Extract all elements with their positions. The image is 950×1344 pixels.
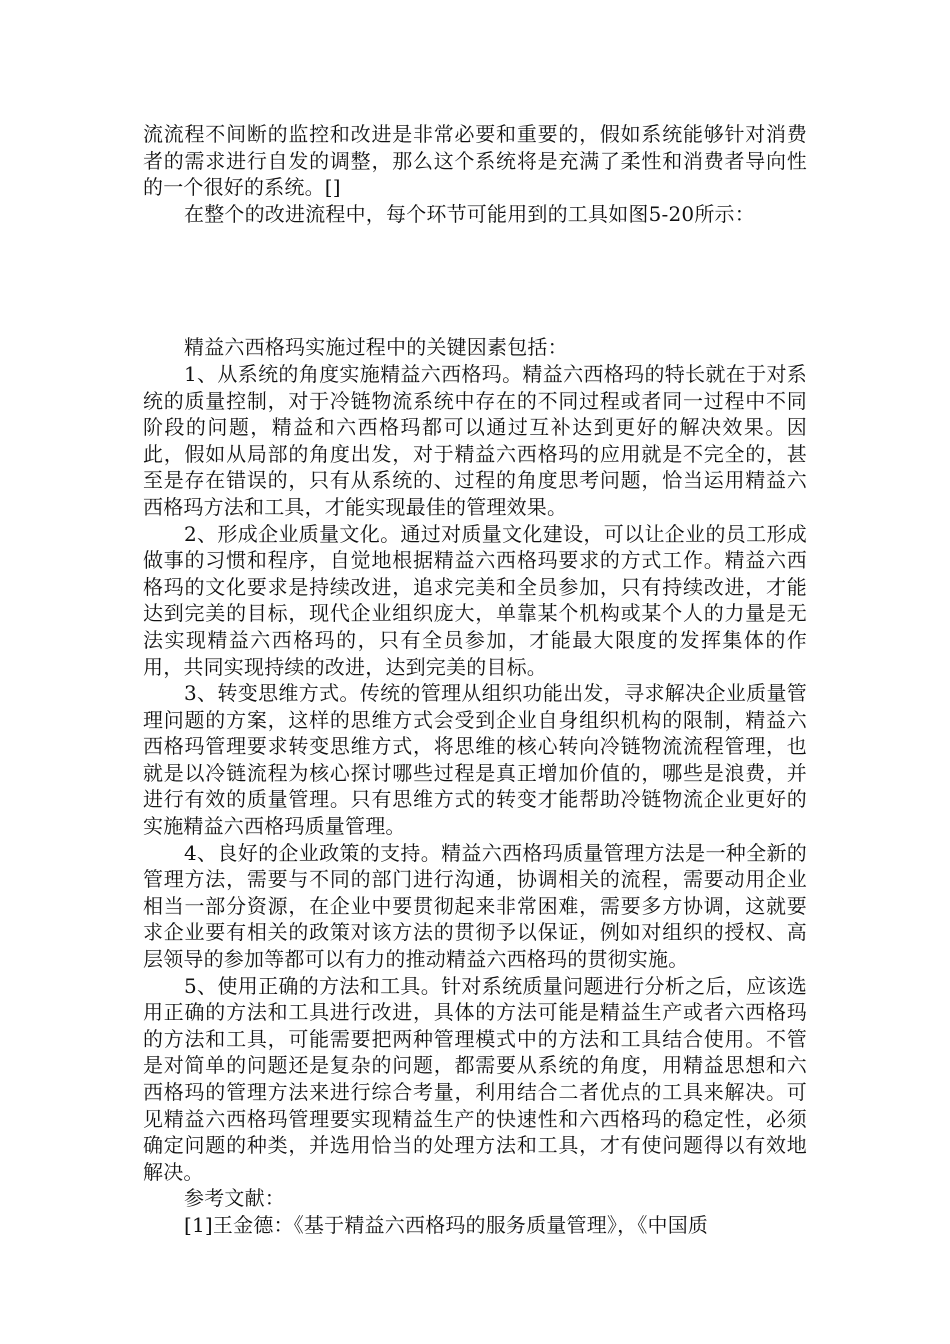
key-factors-intro: 精益六西格玛实施过程中的关键因素包括： bbox=[184, 335, 568, 360]
references-heading: 参考文献： bbox=[184, 1186, 285, 1211]
factor-paragraph-3: 3、转变思维方式。传统的管理从组织功能出发，寻求解决企业质量管理问题的方案，这样的思维方式会受到企业自身组织机构的限制，精益六西格玛管理要求转变思维方式，将思维的核心转向冷链物流流程管理，也就是以冷链流程为核心探讨哪些过程是真正增加价值的，哪些是浪费，并进行有效的质量管理。只有思维方式的转变才能帮助冷链物流企业更好的实施精益六西格玛质量管理。 bbox=[143, 681, 807, 839]
document-page bbox=[143, 121, 807, 1239]
figure-intro-paragraph: 在整个的改进流程中，每个环节可能用到的工具如图5-20所示： bbox=[184, 201, 755, 226]
factor-paragraph-4: 4、良好的企业政策的支持。精益六西格玛质量管理方法是一种全新的管理方法，需要与不同的部门进行沟通，协调相关的流程，需要动用企业相当一部分资源，在企业中要贯彻起来非常困难，需要多方协调，这就要求企业要有相关的政策对该方法的贯彻予以保证，例如对组织的授权、高层领导的参加等都可以有力的推动精益六西格玛的贯彻实施。 bbox=[143, 840, 807, 972]
continuation-paragraph: 流流程不间断的监控和改进是非常必要和重要的，假如系统能够针对消费者的需求进行自发的调整，那么这个系统将是充满了柔性和消费者导向性的一个很好的系统。[] bbox=[143, 122, 807, 200]
reference-item: [1]王金德：《基于精益六西格玛的服务质量管理》，《中国质 bbox=[184, 1212, 709, 1237]
figure-placeholder bbox=[143, 227, 807, 334]
factor-paragraph-5: 5、使用正确的方法和工具。针对系统质量问题进行分析之后，应该选用正确的方法和工具进行改进，具体的方法可能是精益生产或者六西格玛的方法和工具，可能需要把两种管理模式中的方法和工具结合使用。不管是对简单的问题还是复杂的问题，都需要从系统的角度，用精益思想和六西格玛的管理方法来进行综合考量，利用结合二者优点的工具来解决。可见精益六西格玛管理要实现精益生产的快速性和六西格玛的稳定性，必须确定问题的种类，并选用恰当的处理方法和工具，才有使问题得以有效地解决。 bbox=[143, 973, 807, 1184]
factor-paragraph-1: 1、从系统的角度实施精益六西格玛。精益六西格玛的特长就在于对系统的质量控制，对于冷链物流系统中存在的不同过程或者同一过程中不同阶段的问题，精益和六西格玛都可以通过互补达到更好的解决效果。因此，假如从局部的角度出发，对于精益六西格玛的应用就是不完全的，甚至是存在错误的，只有从系统的、过程的角度思考问题，恰当运用精益六西格玛方法和工具，才能实现最佳的管理效果。 bbox=[143, 361, 807, 519]
factor-paragraph-2: 2、形成企业质量文化。通过对质量文化建设，可以让企业的员工形成做事的习惯和程序，自觉地根据精益六西格玛要求的方式工作。精益六西格玛的文化要求是持续改进，追求完美和全员参加，只有持续改进，才能达到完美的目标，现代企业组织庞大，单靠某个机构或某个人的力量是无法实现精益六西格玛的，只有全员参加，才能最大限度的发挥集体的作用，共同实现持续的改进，达到完美的目标。 bbox=[143, 521, 807, 679]
